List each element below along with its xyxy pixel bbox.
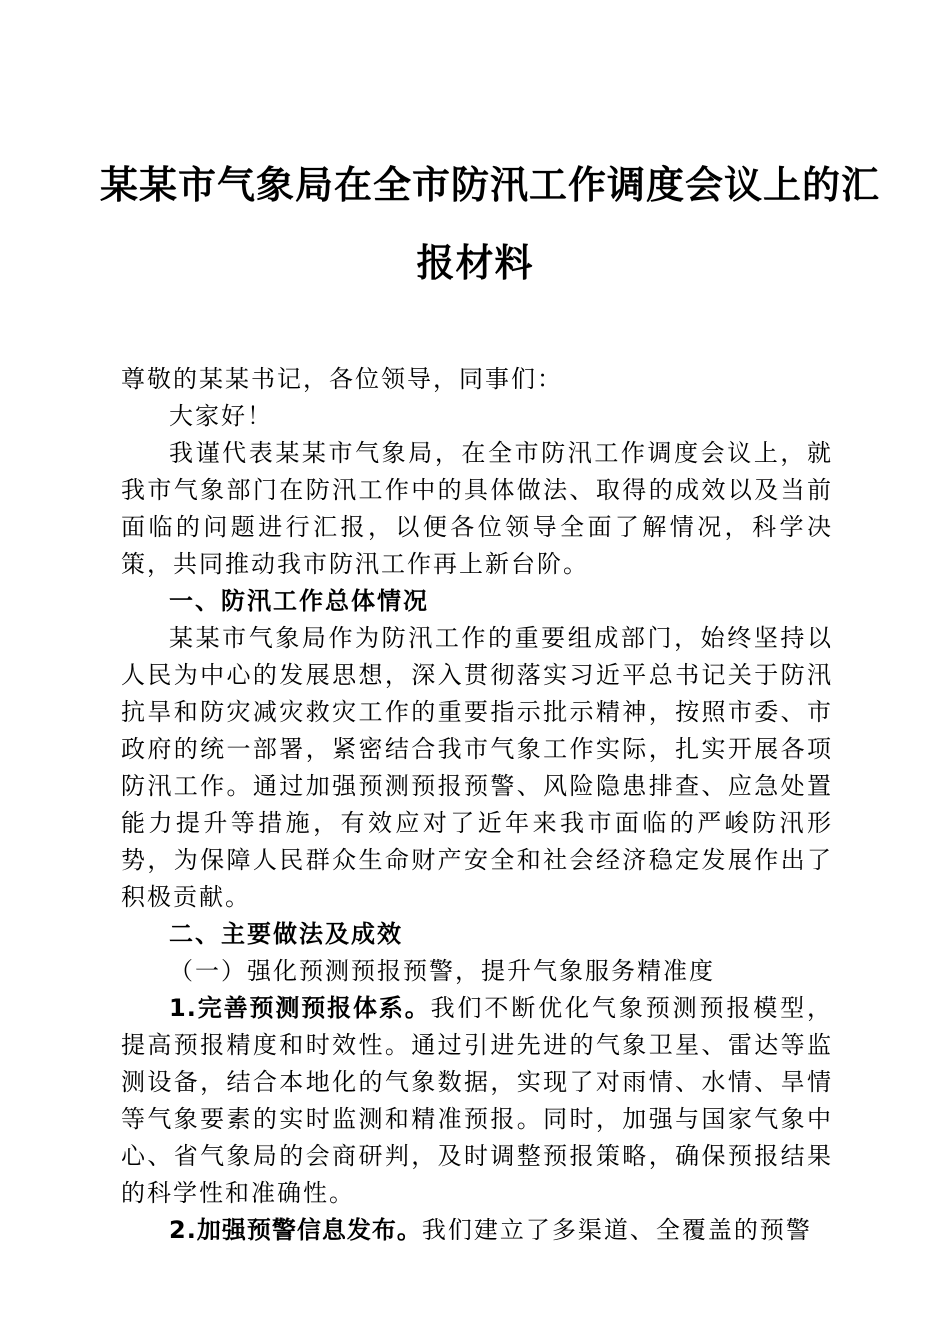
intro-paragraph: 我谨代表某某市气象局，在全市防汛工作调度会议上，就我市气象部门在防汛工作中的具体做法、取得的成效以及当前面临的问题进行汇报，以便各位领导全面了解情况，科学决策，共同推动我市防汛工作再上新台阶。	[121, 439, 833, 578]
document-body	[121, 361, 833, 1249]
document-title-line-1: 某某市气象局在全市防汛工作调度会议上的汇	[100, 162, 881, 207]
section-1-paragraph: 某某市气象局作为防汛工作的重要组成部门，始终坚持以人民为中心的发展思想，深入贯彻落实习近平总书记关于防汛抗旱和防灾减灾救灾工作的重要指示批示精神，按照市委、市政府的统一部署，紧密结合我市气象工作实际，扎实开展各项防汛工作。通过加强预测预报预警、风险隐患排查、应急处置能力提升等措施，有效应对了近年来我市面临的严峻防汛形势，为保障人民群众生命财产安全和社会经济稳定发展作出了积极贡献。	[121, 624, 833, 911]
point-2-body: 我们建立了多渠道、全覆盖的预警	[421, 1216, 812, 1244]
section-heading-2: 二、主要做法及成效	[169, 920, 403, 948]
point-2-lead: 2.加强预警信息发布。	[169, 1216, 422, 1244]
point-1-lead: 1.完善预测预报体系。	[169, 994, 431, 1022]
point-2-paragraph	[121, 1212, 833, 1249]
salutation: 尊敬的某某书记，各位领导，同事们：	[121, 365, 563, 393]
point-1-body: 我们不断优化气象预测预报模型，提高预报精度和时效性。通过引进先进的气象卫星、雷达等监测设备，结合本地化的气象数据，实现了对雨情、水情、旱情等气象要素的实时监测和精准预报。同时，加强与国家气象中心、省气象局的会商研判，及时调整预报策略，确保预报结果的科学性和准确性。	[121, 994, 833, 1207]
section-heading-1: 一、防汛工作总体情况	[169, 587, 429, 615]
point-1-paragraph	[121, 990, 833, 1212]
document-title-line-2: 报材料	[416, 240, 534, 285]
greeting: 大家好！	[169, 402, 273, 430]
subsection-heading-1: （一）强化预测预报预警，提升气象服务精准度	[169, 957, 715, 985]
